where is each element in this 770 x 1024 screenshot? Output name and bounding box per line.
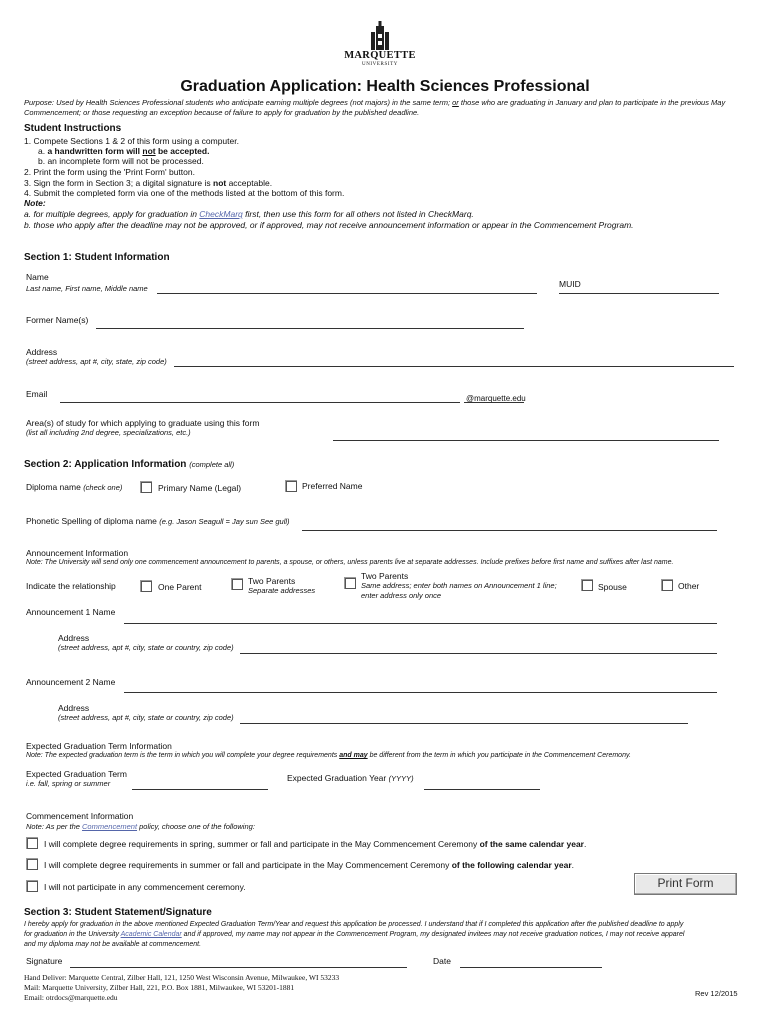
email-suffix-underline	[464, 402, 524, 403]
relationship-label: Indicate the relationship	[26, 581, 116, 591]
statement-line-3: and my diploma may not be available at commencement.	[24, 941, 202, 948]
announcement1-label: Announcement 1 Name	[26, 607, 116, 617]
commencement-note	[26, 822, 255, 832]
instructions-heading: Student Instructions	[24, 123, 122, 134]
commencement-note-suffix: policy, choose one of the following:	[137, 822, 255, 831]
name-field[interactable]	[157, 293, 537, 294]
announcement-heading: Announcement Information	[26, 548, 129, 558]
footer-mail: Mail: Marquette University, Zilber Hall, 221, P.O. Box 1881, Milwaukee, WI 53201-1881	[24, 983, 295, 992]
area-label: Area(s) of study for which applying to graduate using this form	[26, 418, 260, 428]
logo-name: MARQUETTE	[344, 50, 416, 61]
note-b: b. those who apply after the deadline may not be approved, or if approved, may not receive announcement information or appear in the Commencement Program.	[24, 220, 634, 230]
other-checkbox[interactable]	[662, 580, 673, 591]
other-label: Other	[678, 581, 700, 591]
diploma-label	[26, 482, 122, 493]
area-field[interactable]	[333, 440, 719, 441]
signature-label: Signature	[26, 956, 63, 966]
name-hint: Last name, First name, Middle name	[26, 284, 148, 293]
section2-heading	[24, 459, 234, 470]
purpose-part-2: those who are graduating in January and plan to participate in the previous May	[458, 98, 726, 107]
instruction-3-not: not	[213, 178, 227, 188]
statement-line-2	[24, 930, 684, 940]
phonetic-label-text: Phonetic Spelling of diploma name	[26, 516, 157, 526]
year-label	[287, 773, 414, 784]
term-note-prefix: Note: The expected graduation term is the term in which you will complete your degree requirements	[26, 752, 340, 759]
primary-name-label: Primary Name (Legal)	[158, 483, 242, 493]
option-1-text: I will complete degree requirements in spring, summer or fall and participate in the May Commencement Ceremony	[44, 839, 480, 849]
phonetic-field[interactable]	[302, 530, 717, 531]
revision-label: Rev 12/2015	[695, 989, 738, 998]
academic-calendar-link[interactable]: Academic Calendar	[120, 931, 182, 938]
muid-label: MUID	[559, 279, 581, 289]
footer-hand-deliver: Hand Deliver: Marquette Central, Zilber Hall, 121, 1250 West Wisconsin Avenue, Milwaukee, WI 53233	[24, 973, 340, 982]
commencement-heading: Commencement Information	[26, 811, 134, 821]
instruction-4: 4. Submit the completed form via one of the methods listed at the bottom of this form.	[24, 188, 345, 198]
address-label: Address	[26, 347, 58, 357]
signature-field	[70, 967, 407, 968]
two-parents-separate-checkbox[interactable]	[232, 579, 243, 590]
email-field[interactable]	[60, 402, 460, 403]
option-2-bold: of the following calendar year	[451, 860, 572, 870]
year-label-text: Expected Graduation Year	[287, 773, 387, 783]
statement-2-suffix: and if approved, my name may not appear in the Commencement Program, my designated invitees may not receive graduation notices, I may not receive apparel	[181, 931, 685, 938]
purpose-or: or	[452, 98, 459, 107]
section2-note: (complete all)	[189, 460, 235, 469]
note-a	[24, 209, 474, 219]
phonetic-label	[26, 516, 290, 527]
purpose-part-3: Commencement; or those requesting an exception because of failure to apply for graduation by the published deadline.	[24, 108, 420, 117]
one-parent-label: One Parent	[158, 582, 202, 592]
email-label: Email	[26, 389, 48, 399]
phonetic-hint: (e.g. Jason Seagull = Jay sun See gull)	[159, 517, 290, 526]
tower-icon	[340, 20, 420, 50]
commencement-policy-link[interactable]: Commencement	[82, 822, 138, 831]
date-label: Date	[433, 956, 451, 966]
spouse-label: Spouse	[598, 582, 627, 592]
term-note-and-may: and may	[339, 752, 368, 759]
date-field	[460, 967, 602, 968]
commencement-option-1-label: I will complete degree requirements in spring, summer or fall and participate in the May Commencement Ceremony of the same calendar year.	[44, 839, 587, 849]
checkmarq-link[interactable]: CheckMarq	[199, 209, 243, 219]
announcement1-address-hint: (street address, apt #, city, state or country, zip code)	[58, 643, 234, 652]
announcement1-address-field[interactable]	[240, 653, 717, 654]
instructions-note: Note:	[24, 198, 46, 208]
statement-line-1: I hereby apply for graduation in the above mentioned Expected Graduation Term/Year and request this application be processed. I understand that if I completed this application after the published deadline to apply	[24, 921, 684, 928]
footer-email: Email: otrdocs@marquette.edu	[24, 993, 118, 1002]
instruction-1a	[38, 146, 209, 156]
two-parents-same-checkbox[interactable]	[345, 578, 356, 589]
term-field[interactable]	[132, 789, 268, 790]
announcement2-address-hint: (street address, apt #, city, state or country, zip code)	[58, 713, 234, 722]
name-label: Name	[26, 272, 49, 282]
announcement2-address-label: Address	[58, 703, 90, 713]
preferred-name-label: Preferred Name	[302, 481, 363, 491]
two-parents-same-label: Two Parents	[361, 571, 409, 581]
term-hint: i.e. fall, spring or summer	[26, 779, 111, 788]
preferred-name-checkbox[interactable]	[286, 481, 297, 492]
one-parent-checkbox[interactable]	[141, 581, 152, 592]
instruction-2: 2. Print the form using the 'Print Form' button.	[24, 167, 195, 177]
former-name-field[interactable]	[96, 328, 524, 329]
announcement1-field[interactable]	[124, 623, 717, 624]
announcement-note: Note: The University will send only one commencement announcement to parents, a spouse, or others, unless parents live at separate addresses. Include prefixes before first name and suffixes after last name.	[26, 559, 674, 566]
instruction-1a-bold: a handwritten form will	[47, 146, 143, 156]
commencement-option-1-checkbox[interactable]	[27, 838, 38, 849]
section1-heading: Section 1: Student Information	[24, 252, 170, 263]
statement-2-prefix: for graduation in the University	[24, 931, 121, 938]
section3-heading: Section 3: Student Statement/Signature	[24, 907, 212, 918]
instruction-1a-bold-2: be accepted.	[155, 146, 210, 156]
instruction-1a-prefix: a.	[38, 146, 48, 156]
spouse-checkbox[interactable]	[582, 580, 593, 591]
diploma-hint: (check one)	[83, 483, 123, 492]
university-logo	[340, 20, 420, 70]
address-hint: (street address, apt #, city, state, zip code)	[26, 357, 167, 366]
area-hint: (list all including 2nd degree, specializations, etc.)	[26, 428, 191, 437]
year-field[interactable]	[424, 789, 540, 790]
commencement-option-2-checkbox[interactable]	[27, 859, 38, 870]
announcement2-label: Announcement 2 Name	[26, 677, 116, 687]
option-1-bold: of the same calendar year	[479, 839, 584, 849]
announcement1-address-label: Address	[58, 633, 90, 643]
instruction-1: 1. Compete Sections 1 & 2 of this form using a computer.	[24, 136, 239, 146]
year-hint: (YYYY)	[388, 774, 414, 783]
note-a-suffix: first, then use this form for all others not listed in CheckMarq.	[242, 209, 474, 219]
instruction-1a-not: not	[142, 146, 156, 156]
address-field[interactable]	[174, 366, 734, 367]
term-label: Expected Graduation Term	[26, 769, 127, 779]
two-parents-separate-label: Two Parents	[248, 576, 296, 586]
purpose-text	[24, 98, 754, 118]
announcement2-address-field[interactable]	[240, 723, 688, 724]
diploma-label-text: Diploma name	[26, 482, 81, 492]
instruction-3-prefix: 3. Sign the form in Section 3; a digital signature is	[24, 178, 213, 188]
commencement-option-2-label: I will complete degree requirements in summer or fall and participate in the May Commencement Ceremony of the following calendar year.	[44, 860, 575, 870]
instruction-3	[24, 178, 272, 188]
two-parents-same-hint-2: enter address only once	[361, 591, 442, 600]
option-2-text: I will complete degree requirements in summer or fall and participate in the May Commencement Ceremony	[44, 860, 452, 870]
muid-field[interactable]	[559, 293, 719, 294]
commencement-note-prefix: Note: As per the	[26, 822, 83, 831]
former-name-label: Former Name(s)	[26, 315, 89, 325]
logo-sub: UNIVERSITY	[362, 62, 398, 67]
purpose-part-1: Purpose: Used by Health Sciences Professional students who anticipate earning multiple degrees (not majors) in the same term;	[24, 98, 453, 107]
commencement-option-3-label: I will not participate in any commencement ceremony.	[44, 882, 246, 892]
term-note-suffix: be different from the term in which you participate in the Commencement Ceremony.	[367, 752, 631, 759]
print-form-button[interactable]: Print Form	[634, 873, 737, 895]
instruction-3-suffix: acceptable.	[226, 178, 273, 188]
email-suffix: @marquette.edu	[466, 394, 526, 403]
term-heading: Expected Graduation Term Information	[26, 741, 172, 751]
term-note	[26, 751, 631, 761]
commencement-option-3-checkbox[interactable]	[27, 881, 38, 892]
two-parents-separate-hint: Separate addresses	[248, 586, 316, 595]
page-title: Graduation Application: Health Sciences Professional	[180, 78, 590, 95]
instruction-1b: b. an incomplete form will not be processed.	[38, 156, 204, 166]
announcement2-field[interactable]	[124, 692, 717, 693]
note-a-prefix: a. for multiple degrees, apply for graduation in	[24, 209, 200, 219]
two-parents-same-hint-1: Same address; enter both names on Announcement 1 line;	[361, 581, 557, 590]
section2-title: Section 2: Application Information	[24, 459, 187, 470]
primary-name-checkbox[interactable]	[141, 482, 152, 493]
